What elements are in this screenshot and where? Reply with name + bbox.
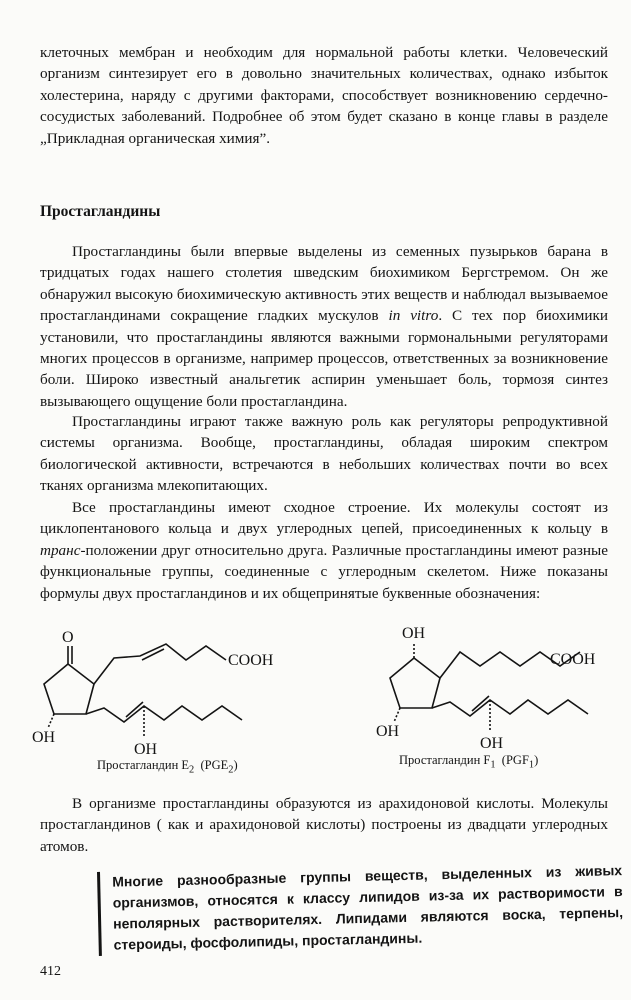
- page-number: 412: [40, 964, 61, 979]
- pge2-caption-name: Простагландин E: [97, 758, 190, 772]
- paragraph-structure-text-2: -положении друг относительно друга. Различные простагландины имеют разные функциональные группы, соединенные с углеродным скелетом. Ниже показаны формулы двух простагландинов и их общепринятые буквенные обозначения:: [40, 541, 608, 602]
- paragraph-history: [40, 241, 608, 412]
- pge2-oh-chain: OH: [134, 741, 158, 758]
- pgf1-caption: [399, 753, 538, 771]
- pge2-oh-ring: OH: [32, 729, 56, 746]
- pgf1-oh-chain: OH: [480, 735, 504, 752]
- paragraph-structure-text: Все простагландины имеют сходное строение. Их молекулы состоят из циклопентанового кольца и двух углеродных цепей, присоединенных к кольцу в: [40, 499, 608, 538]
- italic-in-vitro: in vitro: [388, 307, 439, 325]
- pge2-caption-sub: 2: [189, 764, 195, 776]
- pgf1-caption-abbr-close: ): [534, 753, 539, 767]
- pge2-oh-ring-bond: [48, 714, 54, 728]
- pge2-upper-chain: [94, 644, 226, 684]
- pge2-lower-chain: [86, 706, 242, 722]
- paragraph-history-text: Простагландины были впервые выделены из семенных пузырьков барана в тридцатых годах нашего столетия шведским биохимиком Бергстремом. Он же обнаружил высокую биохимическую активность этих веществ и наблюдал вызываемое простагландинами сокращение гладких мускулов: [40, 243, 608, 325]
- italic-trans: транс: [40, 541, 81, 559]
- pge2-caption-abbr-close: ): [233, 758, 238, 772]
- paragraph-structure: [40, 497, 608, 604]
- pgf1-caption-sub: 1: [490, 759, 496, 771]
- pgf1-oh-ring-bond: [394, 708, 400, 722]
- paragraph-origin: В организме простагландины образуются из арахидоновой кислоты. Молекулы простагландинов ( как и арахидоновой кислоты) построены из двадцати углеродных атомов.: [40, 795, 608, 855]
- summary-box: Многие разнообразные группы веществ, выделенных из живых организмов, относятся к классу липидов из-за их растворимости в неполярных растворителях. Липидами являются воска, терпены, стероиды, фосфолипиды, простагландины.: [97, 860, 624, 956]
- pgf1-cooh: COOH: [550, 651, 596, 668]
- intro-paragraph: клеточных мембран и необходим для нормальной работы клетки. Человеческий организм синтезирует его в довольно значительных количествах, однако избыток холестерина, наряду с другими факторами, способствует возникновению сердечно-сосудистых заболеваний. Подробнее об этом будет сказано в конце главы в разделе „Прикладная органическая химия”.: [40, 44, 608, 147]
- pge2-ring: [44, 664, 94, 714]
- pge2-oxygen: O: [62, 629, 74, 646]
- pge2-cooh: COOH: [228, 652, 274, 669]
- pgf1-ring: [390, 658, 440, 708]
- pgf1-caption-abbr-sub: 1: [528, 759, 535, 771]
- pge2-caption-abbr-sub: 2: [228, 764, 234, 776]
- section-heading: Простагландины: [40, 203, 161, 220]
- pge2-caption-abbr: (PGE: [200, 758, 229, 772]
- pge2-structure: [44, 644, 242, 738]
- pgf1-lower-chain: [432, 700, 588, 716]
- pgf1-caption-name: Простагландин F: [399, 753, 491, 767]
- paragraph-role: Простагландины играют также важную роль как регуляторы репродуктивной системы организма. Вообще, простагландины, обладая широким спектром биологической активности, встречаются в небольших количествах почти во всех тканях организма млекопитающих.: [40, 413, 608, 495]
- pge2-caption: [97, 758, 238, 776]
- pgf1-oh-ring: OH: [376, 723, 400, 740]
- prostaglandin-structures: [30, 622, 620, 772]
- pgf1-oh-top: OH: [402, 625, 426, 642]
- paragraph-history-text-2: . С тех пор биохимики установили, что простагландины являются важными гормональными регуляторами многих процессов в организме, например процессов, ответственных за возникновение боли. Широко известный анальгетик аспирин уменьшает боль, тормозя синтез вызывающего ощущение боли простагландина.: [40, 307, 608, 410]
- pgf1-caption-abbr: (PGF: [501, 753, 529, 767]
